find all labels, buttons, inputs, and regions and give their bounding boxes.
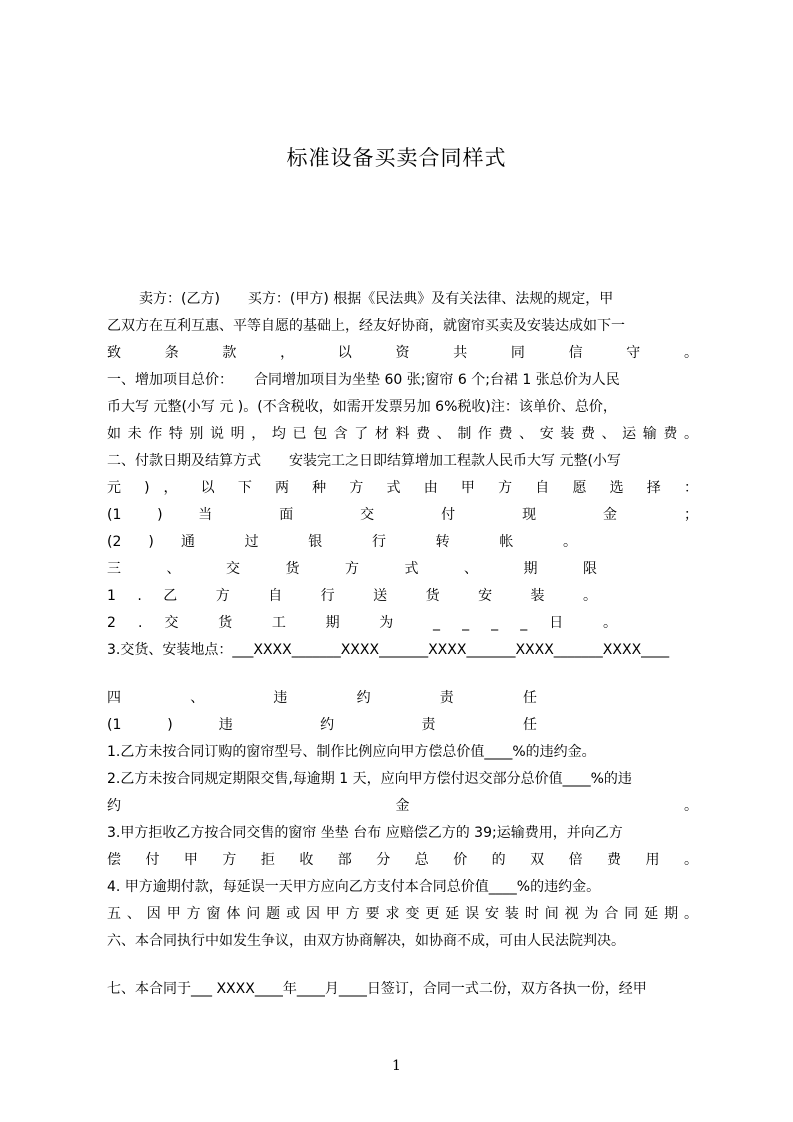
paragraph-line: 币大写 元整(小写 元 )。(不含税收，如需开发票另加 6%税收)注：该单价、总价， [107,399,617,415]
section-heading: 七、本合同于___ XXXX____年____月____日签订，合同一式二份，双方各执一份，经甲 [107,981,647,997]
paragraph-line: 1.乙方未按合同订购的窗帘型号、制作比例应向甲方偿总价值____%的违约金。 [107,744,596,760]
paragraph-line: 二、付款日期及结算方式 安装完工之日即结算增加工程款人民币大写 元整(小写 [107,453,621,469]
paragraph-line: 4. 甲方逾期付款，每延误一天甲方应向乙方支付本合同总价值____%的违约金。 [107,879,601,895]
section-heading: 五、因甲方窗体问题或因甲方要求变更延误安装时间视为合同延期。 [107,906,698,922]
paragraph-line: 2.乙方未按合同规定期限交售,每逾期 1 天，应向甲方偿付迟交部分总价值____%的违 [107,771,632,787]
document-title: 标准设备买卖合同样式 [286,146,507,170]
paragraph-line: (1 ) 当 面 交 付 现 金 ； [107,507,698,523]
paragraph-line: (2 ) 通 过 银 行 转 帐 。 [107,534,577,550]
page-number: 1 [392,1058,401,1074]
paragraph-line: 偿 付 甲 方 拒 收 部 分 总 价 的 双 倍 费 用 。 [107,852,698,868]
paragraph-line: 乙双方在互利互惠、平等自愿的基础上，经友好协商，就窗帘买卖及安装达成如下一 [107,318,625,334]
paragraph-line: 元 ) ， 以 下 两 种 方 式 由 甲 方 自 愿 选 择 ： [107,480,698,496]
paragraph-line: 如未作特别说明，均已包含了材料费、制作费、安装费、运输费。 [107,426,698,442]
paragraph-line: 3.交货、安装地点：___XXXX_______XXXX_______XXXX_______XXXX_______XXXX____ [107,642,670,658]
section-heading: 六、本合同执行中如发生争议，由双方协商解决，如协商不成，可由人民法院判决。 [107,933,625,949]
section-heading: 三 、 交 货 方 式 、 期 限 [107,561,597,577]
document-body [107,290,698,1020]
paragraph-line: (1 ) 违 约 责 任 [107,717,537,733]
paragraph-line: 致 条 款 ， 以 资 共 同 信 守 。 [107,345,698,361]
paragraph-line: 2 . 交 货 工 期 为 _ _ _ _ 日 。 [107,615,617,631]
paragraph-line: 3.甲方拒收乙方按合同交售的窗帘 坐垫 台布 应赔偿乙方的 39;运输费用，并向乙方 [107,825,623,841]
paragraph-line: 1 . 乙 方 自 行 送 货 安 装 。 [107,588,597,604]
paragraph-line: 一、增加项目总价： 合同增加项目为坐垫 60 张;窗帘 6 个;台裙 1 张总价为人民 [107,372,620,388]
section-heading: 四 、 违 约 责 任 [107,690,537,706]
paragraph-line: 约 金 。 [107,798,698,814]
paragraph-line: 卖方：(乙方) 买方：(甲方) 根据《民法典》及有关法律、法规的规定，甲 [139,291,614,307]
